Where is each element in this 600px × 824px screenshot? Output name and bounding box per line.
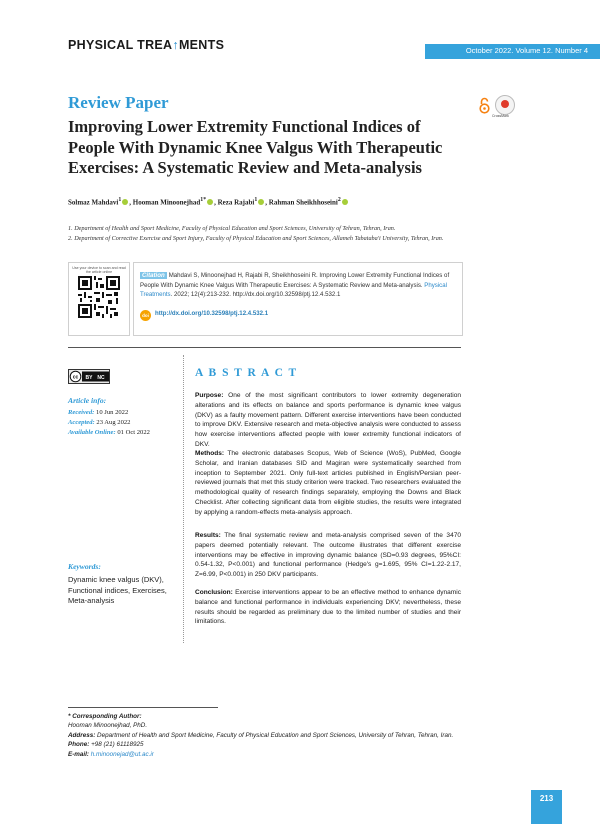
column-separator — [183, 355, 184, 643]
received-date: 10 Jun 2022 — [96, 409, 129, 416]
results-text: The final systematic review and meta-analysis comprised seven of the 3470 papers deemed potentially relevant. The outcome illustrates that different exercise interventions may be effective in improving dynamic balance (SD=0.93 degrees, 95%CI: 0.54-1.32, P<0.001) and functional performance (Hedge's g=1.695, 95% CI=1.22-2.17, Z=6.99, P<0.001) in 250 DKV participants. — [195, 532, 461, 579]
cc-license-icon[interactable] — [68, 369, 110, 384]
author-name: Solmaz Mahdavi — [68, 198, 119, 207]
methods-label: Methods: — [195, 450, 225, 457]
address-text: Department of Health and Sport Medicine, Faculty of Physical Education and Sport Sciences, University of Tehran, Tehran, Iran. — [97, 731, 454, 739]
scan-instructions: Use your device to scan and read the article online — [72, 266, 126, 275]
phone-label: Phone: — [68, 741, 90, 749]
citation-body-end: . 2022; 12(4):213-232. http://dx.doi.org/10.32598/ptj.12.4.532.1 — [170, 291, 341, 299]
paper-title: Improving Lower Extremity Functional Indices of People With Dynamic Knee Valgus With Therapeutic Exercises: A Systematic Review and Meta-analysis — [68, 117, 443, 177]
purpose-label: Purpose: — [195, 392, 224, 399]
affiliation: 2. Department of Corrective Exercise and Sport Injury, Faculty of Physical Education and Sport Sciences, Allameh Tabataba'i University, Tehran, Iran. — [68, 235, 444, 242]
methods-text: The electronic databases Scopus, Web of Science (WoS), PubMed, Google Scholar, and Iranian databases SID and Magiran were systematically searched from inception to September 2021. Only full-text articles published in English/Persian peer-reviewed journals that met this study criterion were tracked. Two researchers evaluated the methodological quality of research findings separately, employing the Downs and Black Checklist. After collecting significant data from eligible studies, the results were integrated by applying a random-effects meta-analysis approach. — [195, 450, 462, 516]
corresponding-author — [68, 712, 453, 759]
phone-text: +98 (21) 61118925 — [91, 741, 144, 749]
scan-box — [68, 262, 130, 336]
affiliations — [68, 224, 443, 244]
crossmark-badge[interactable] — [492, 95, 515, 118]
accepted-row — [68, 419, 150, 426]
orcid-icon[interactable] — [342, 199, 348, 205]
cc-by-label: BY — [85, 374, 93, 381]
online-label: Available Online: — [68, 429, 116, 436]
accepted-date: 23 Aug 2022 — [96, 419, 131, 426]
corr-heading: * Corresponding Author: — [68, 713, 142, 720]
email-label: E-mail: — [68, 750, 89, 758]
keywords-list: Dynamic knee valgus (DKV), Functional indices, Exercises, Meta-analysis — [68, 575, 167, 605]
citation-box — [133, 262, 463, 336]
abstract-heading: A B S T R A C T — [195, 367, 298, 379]
conclusion-text: Exercise interventions appear to be an effective method to enhance dynamic balance and functional performance in individuals experiencing DKV; nevertheless, these results should be regarded as preliminary due to the limited number of studies and their limitations. — [195, 589, 461, 626]
cc-nc-label: NC — [97, 374, 105, 381]
received-row — [68, 409, 150, 416]
doi-icon — [140, 310, 151, 321]
author-sup: 1* — [200, 197, 207, 203]
address-label: Address: — [68, 731, 96, 739]
journal-logo-text-right: MENTS — [178, 38, 225, 52]
online-row — [68, 429, 150, 436]
email-link[interactable]: h.minoonejad@ut.ac.ir — [90, 750, 154, 758]
doi-row — [140, 310, 268, 321]
accepted-label: Accepted: — [68, 419, 95, 426]
results-label: Results: — [195, 532, 221, 539]
arrow-up-icon: ↑ — [172, 38, 179, 52]
citation-tag: Citation — [142, 272, 165, 279]
received-label: Received: — [68, 409, 95, 416]
citation-text — [140, 271, 456, 300]
abstract-purpose — [195, 391, 461, 450]
doi-link[interactable]: http://dx.doi.org/10.32598/ptj.12.4.532.1 — [155, 310, 269, 317]
article-info-heading: Article info: — [68, 396, 107, 405]
author-list: Solmaz Mahdavi$^1$ , Hooman Minoonejhad$^{1*}$ , Reza Rajabi$^1$ , Rahman Sheikhhoseini$^2$ — [68, 197, 349, 206]
divider — [68, 347, 461, 348]
author-name: Reza Rajabi — [217, 198, 255, 207]
orcid-icon[interactable] — [207, 199, 213, 205]
conclusion-label: Conclusion: — [195, 589, 233, 596]
citation-body: Mahdavi S, Minoonejhad H, Rajabi R, Sheikhhoseini R. Improving Lower Extremity Functional Indices of People With Dynamic Knee Valgus With Therapeutic Exercises: A Systematic Review and Meta-analysis. — [140, 272, 450, 289]
abstract-conclusion — [195, 588, 461, 627]
cc-label: cc — [72, 374, 79, 381]
corr-name: Hooman Minoonejhad, PhD. — [68, 722, 148, 730]
author-sup: 1 — [254, 197, 258, 203]
article-info — [68, 396, 150, 436]
crossmark-icon — [495, 95, 515, 115]
purpose-text: One of the most significant contributors to lower extremity degeneration alterations and its effects on balance and sports performance is dynamic knee valgus (DKV) as a faulty movement pattern. Different exercise interventions have been conducted to improve DKV. Extensive research and meta-objective analysis were conducted to assess how exercise interventions affected people with lower extremity functional indicators of DKV. — [195, 392, 461, 448]
journal-logo — [68, 38, 224, 52]
author-name: Rahman Sheikhhoseini — [268, 198, 338, 207]
footnote-divider — [68, 707, 218, 708]
affiliation: 1. Department of Health and Sport Medicine, Faculty of Physical Education and Sport Sciences, University of Tehran, Tehran, Iran. — [68, 225, 396, 232]
page-number: 213 — [531, 790, 562, 824]
abstract-results — [195, 531, 461, 580]
issue-info: October 2022. Volume 12. Number 4 — [465, 46, 588, 55]
author-name: Hooman Minoonejhad — [132, 198, 201, 207]
journal-logo-text-left: PHYSICAL TREA — [68, 38, 173, 52]
qr-code-icon[interactable] — [78, 276, 120, 318]
doi-icon-label: doi — [142, 313, 149, 318]
keywords-heading: Keywords: — [68, 562, 101, 571]
author-sup: 1 — [118, 197, 122, 203]
crossmark-label: CrossMark — [492, 114, 509, 118]
online-date: 01 Oct 2022 — [117, 429, 150, 436]
citation-journal-link[interactable]: Physical Treatments — [140, 281, 447, 299]
open-access-icon — [479, 97, 490, 114]
orcid-icon[interactable] — [122, 199, 128, 205]
abstract-methods — [195, 449, 461, 518]
paper-type: Review Paper — [68, 93, 169, 112]
author-sup: 2 — [337, 197, 341, 203]
orcid-icon[interactable] — [258, 199, 264, 205]
